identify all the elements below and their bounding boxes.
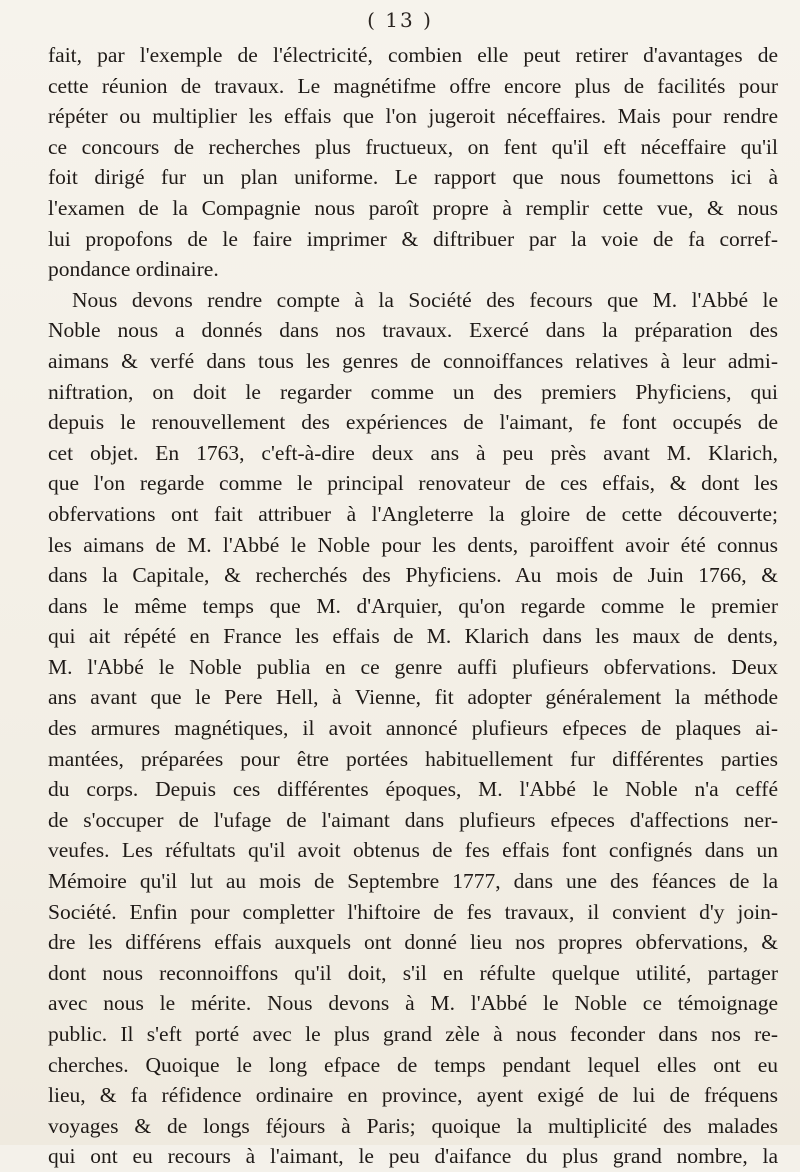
paragraph-start-line: Nous devons rendre compte à la Société des fecours que M. l'Abbé le [72,287,778,312]
page-number: ( 13 ) [367,8,433,32]
text-line: lui propofons de le faire imprimer & diftribuer par la voie de fa corref- [48,226,778,251]
text-line: les aimans de M. l'Abbé le Noble pour les dents, paroiffent avoir été connus [48,532,778,557]
text-line: mantées, préparées pour être portées habituellement fur différentes parties [48,746,778,771]
text-line: pondance ordinaire. [48,257,219,282]
text-line: répéter ou multiplier les effais que l'on jugeroit néceffaires. Mais pour rendre [48,104,778,129]
text-line: du corps. Depuis ces différentes époques, M. l'Abbé le Noble n'a ceffé [48,777,778,802]
text-line: dans le même temps que M. d'Arquier, qu'on regarde comme le premier [48,593,778,618]
text-line: qui ont eu recours à l'aimant, le peu d'aifance du plus grand nombre, la [48,1144,778,1169]
text-line: fait, par l'exemple de l'électricité, combien elle peut retirer d'avantages de [48,43,778,67]
text-line: dont nous reconnoiffons qu'il doit, s'il en réfulte quelque utilité, partager [48,960,778,985]
body-text [48,40,778,1172]
text-line: ans avant que le Pere Hell, à Vienne, fit adopter généralement la méthode [48,685,778,710]
text-line: foit dirigé fur un plan uniforme. Le rapport que nous foumettons ici à [48,165,778,190]
text-line: cherches. Quoique le long efpace de temps pendant lequel elles ont eu [48,1052,778,1077]
text-line: cette réunion de travaux. Le magnétifme offre encore plus de facilités pour [48,73,778,98]
text-line: Noble nous a donnés dans nos travaux. Exercé dans la préparation des [48,318,778,343]
text-line: cet objet. En 1763, c'eft-à-dire deux ans à peu près avant M. Klarich, [48,440,778,465]
text-line: avec nous le mérite. Nous devons à M. l'Abbé le Noble ce témoignage [48,991,778,1016]
text-line: Mémoire qu'il lut au mois de Septembre 1777, dans une des féances de la [48,869,778,894]
text-line: aimans & verfé dans tous les genres de connoiffances relatives à leur admi- [48,348,778,373]
text-line: Société. Enfin pour completter l'hiftoire de fes travaux, il convient d'y join- [48,899,778,924]
text-line: lieu, & fa réfidence ordinaire en province, ayent exigé de lui de fréquens [48,1083,778,1108]
text-line: des armures magnétiques, il avoit annoncé plufieurs efpeces de plaques ai- [48,716,778,741]
text-line: public. Il s'eft porté avec le plus grand zèle à nous feconder dans nos re- [48,1022,778,1046]
text-line: ce concours de recherches plus fructueux, on fent qu'il eft néceffaire qu'il [48,134,778,159]
text-line: qui ait répété en France les effais de M. Klarich dans les maux de dents, [48,624,778,649]
text-line: depuis le renouvellement des expériences de l'aimant, fe font occupés de [48,410,778,435]
text-line: obfervations ont fait attribuer à l'Angleterre la gloire de cette découverte; [48,501,778,526]
text-line: de s'occuper de l'ufage de l'aimant dans plufieurs efpeces d'affections ner- [48,807,778,832]
text-line: dans la Capitale, & recherchés des Phyficiens. Au mois de Juin 1766, & [48,563,778,588]
text-line: M. l'Abbé le Noble publia en ce genre auffi plufieurs obfervations. Deux [48,654,778,679]
text-line: que l'on regarde comme le principal renovateur de ces effais, & dont les [48,471,778,496]
text-line: l'examen de la Compagnie nous paroît propre à remplir cette vue, & nous [48,195,778,220]
text-line: voyages & de longs féjours à Paris; quoique la multiplicité des malades [48,1113,778,1138]
text-line: niftration, on doit le regarder comme un des premiers Phyficiens, qui [48,379,778,404]
text-line: veufes. Les réfultats qu'il avoit obtenus de fes effais font confignés dans un [48,838,778,863]
text-line: dre les différens effais auxquels ont donné lieu nos propres obfervations, & [48,930,778,955]
